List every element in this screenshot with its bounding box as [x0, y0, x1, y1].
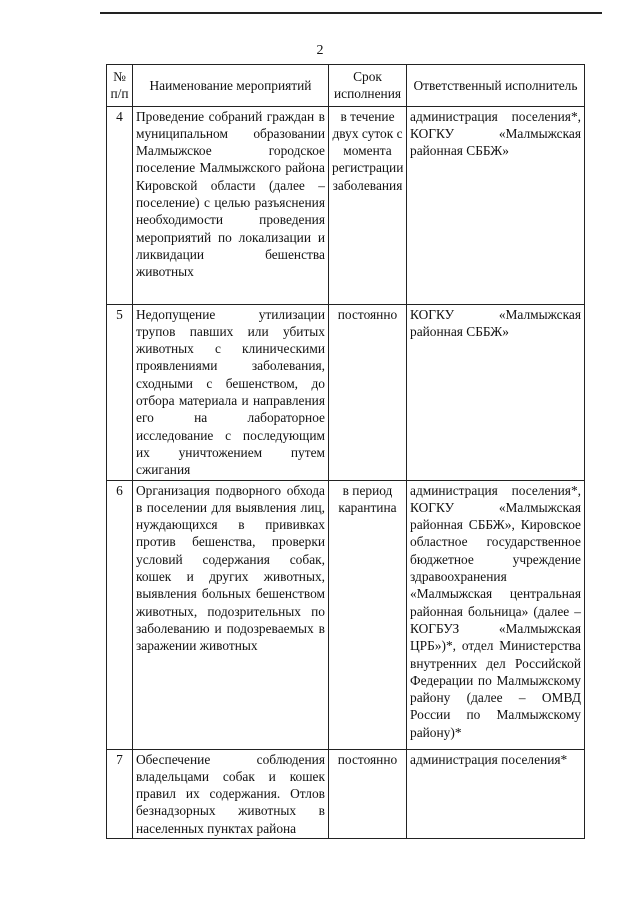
- header-responsible: Ответственный исполнитель: [407, 65, 585, 107]
- row-num: 5: [107, 304, 133, 480]
- row-num: 6: [107, 480, 133, 749]
- header-name: Наименование мероприятий: [133, 65, 329, 107]
- row-name: Проведение собраний граждан в муниципальном образовании Малмыжское городское поселение Малмыжского района Кировской области (далее – поселение) с целью разъяснения необходимости проведения мероприятий по локализации и ликвидации бешенства животных: [133, 106, 329, 304]
- table-row: [107, 749, 585, 838]
- header-term: Срок исполнения: [329, 65, 407, 107]
- row-name: Организация подворного обхода в поселении для выявления лиц, нуждающихся в прививках против бешенства, проверки условий содержания собак, кошек и других животных, выявления больных бешенством животных, подозрительных по заболеванию и подозреваемых в заражении животных: [133, 480, 329, 749]
- row-term: в период карантина: [329, 480, 407, 749]
- table-row: [107, 480, 585, 749]
- table-row: [107, 106, 585, 304]
- header-num: № п/п: [107, 65, 133, 107]
- row-term: в течение двух суток с момента регистрации заболевания: [329, 106, 407, 304]
- row-num: 4: [107, 106, 133, 304]
- row-name: Недопущение утилизации трупов павших или убитых животных с клиническими проявлениями заболевания, сходными с бешенством, до отбора материала и направления его на лабораторное исследование с последующим их уничтожением путем сжигания: [133, 304, 329, 480]
- measures-table: [106, 64, 585, 839]
- row-responsible: администрация поселения*, КОГКУ «Малмыжская районная СББЖ»: [407, 106, 585, 304]
- row-responsible: администрация поселения*: [407, 749, 585, 838]
- table-row: [107, 304, 585, 480]
- row-num: 7: [107, 749, 133, 838]
- row-responsible: КОГКУ «Малмыжская районная СББЖ»: [407, 304, 585, 480]
- table-header-row: [107, 65, 585, 107]
- top-rule: [100, 12, 602, 14]
- row-responsible: администрация поселения*, КОГКУ «Малмыжская районная СББЖ», Кировское областное государственное бюджетное учреждение здравоохранения «Малмыжская центральная районная больница» (далее – КОГБУЗ «Малмыжская ЦРБ»)*, отдел Министерства внутренних дел Российской Федерации по Малмыжскому району (далее – ОМВД России по Малмыжскому району)*: [407, 480, 585, 749]
- row-term: постоянно: [329, 304, 407, 480]
- page-number: 2: [316, 43, 324, 58]
- row-term: постоянно: [329, 749, 407, 838]
- row-name: Обеспечение соблюдения владельцами собак и кошек правил их содержания. Отлов безнадзорных животных в населенных пунктах района: [133, 749, 329, 838]
